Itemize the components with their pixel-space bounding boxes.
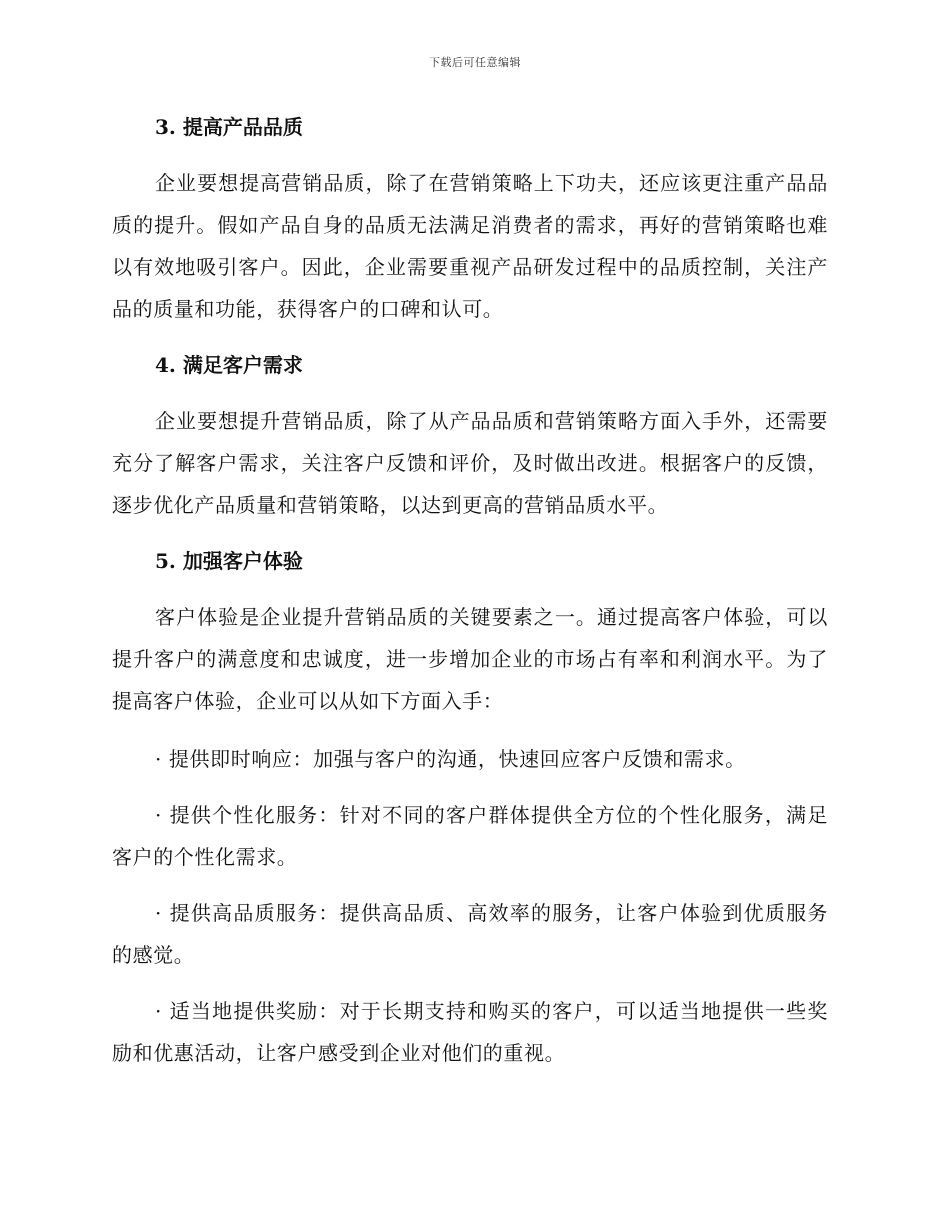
section-3-paragraph: 企业要想提高营销品质，除了在营销策略上下功夫，还应该更注重产品品质的提升。假如产品自身的品质无法满足消费者的需求，再好的营销策略也难以有效地吸引客户。因此，企业需要重视产品研发过程中的品质控制，关注产品的质量和功能，获得客户的口碑和认可。 [112, 171, 828, 321]
bullet-item-rewards: · 适当地提供奖励：对于长期支持和购买的客户，可以适当地提供一些奖励和优惠活动，让客户感受到企业对他们的重视。 [112, 999, 828, 1065]
bullet-item-high-quality-service: · 提供高品质服务：提供高品质、高效率的服务，让客户体验到优质服务的感觉。 [112, 901, 828, 967]
bullet-item-personalized-service: · 提供个性化服务：针对不同的客户群体提供全方位的个性化服务，满足客户的个性化需求。 [112, 803, 828, 869]
document-body [112, 108, 828, 1088]
section-heading-3: 3. 提高产品品质 [155, 115, 303, 139]
section-heading-5: 5. 加强客户体验 [155, 549, 303, 573]
header-note: 下载后可任意编辑 [429, 56, 521, 69]
section-heading-4: 4. 满足客户需求 [155, 353, 303, 377]
section-4-paragraph: 企业要想提升营销品质，除了从产品品质和营销策略方面入手外，还需要充分了解客户需求，关注客户反馈和评价，及时做出改进。根据客户的反馈，逐步优化产品质量和营销策略，以达到更高的营销品质水平。 [112, 409, 828, 517]
section-5-paragraph: 客户体验是企业提升营销品质的关键要素之一。通过提高客户体验，可以提升客户的满意度和忠诚度，进一步增加企业的市场占有率和利润水平。为了提高客户体验，企业可以从如下方面入手： [112, 605, 828, 713]
bullet-item-instant-response: · 提供即时响应：加强与客户的沟通，快速回应客户反馈和需求。 [155, 747, 746, 771]
